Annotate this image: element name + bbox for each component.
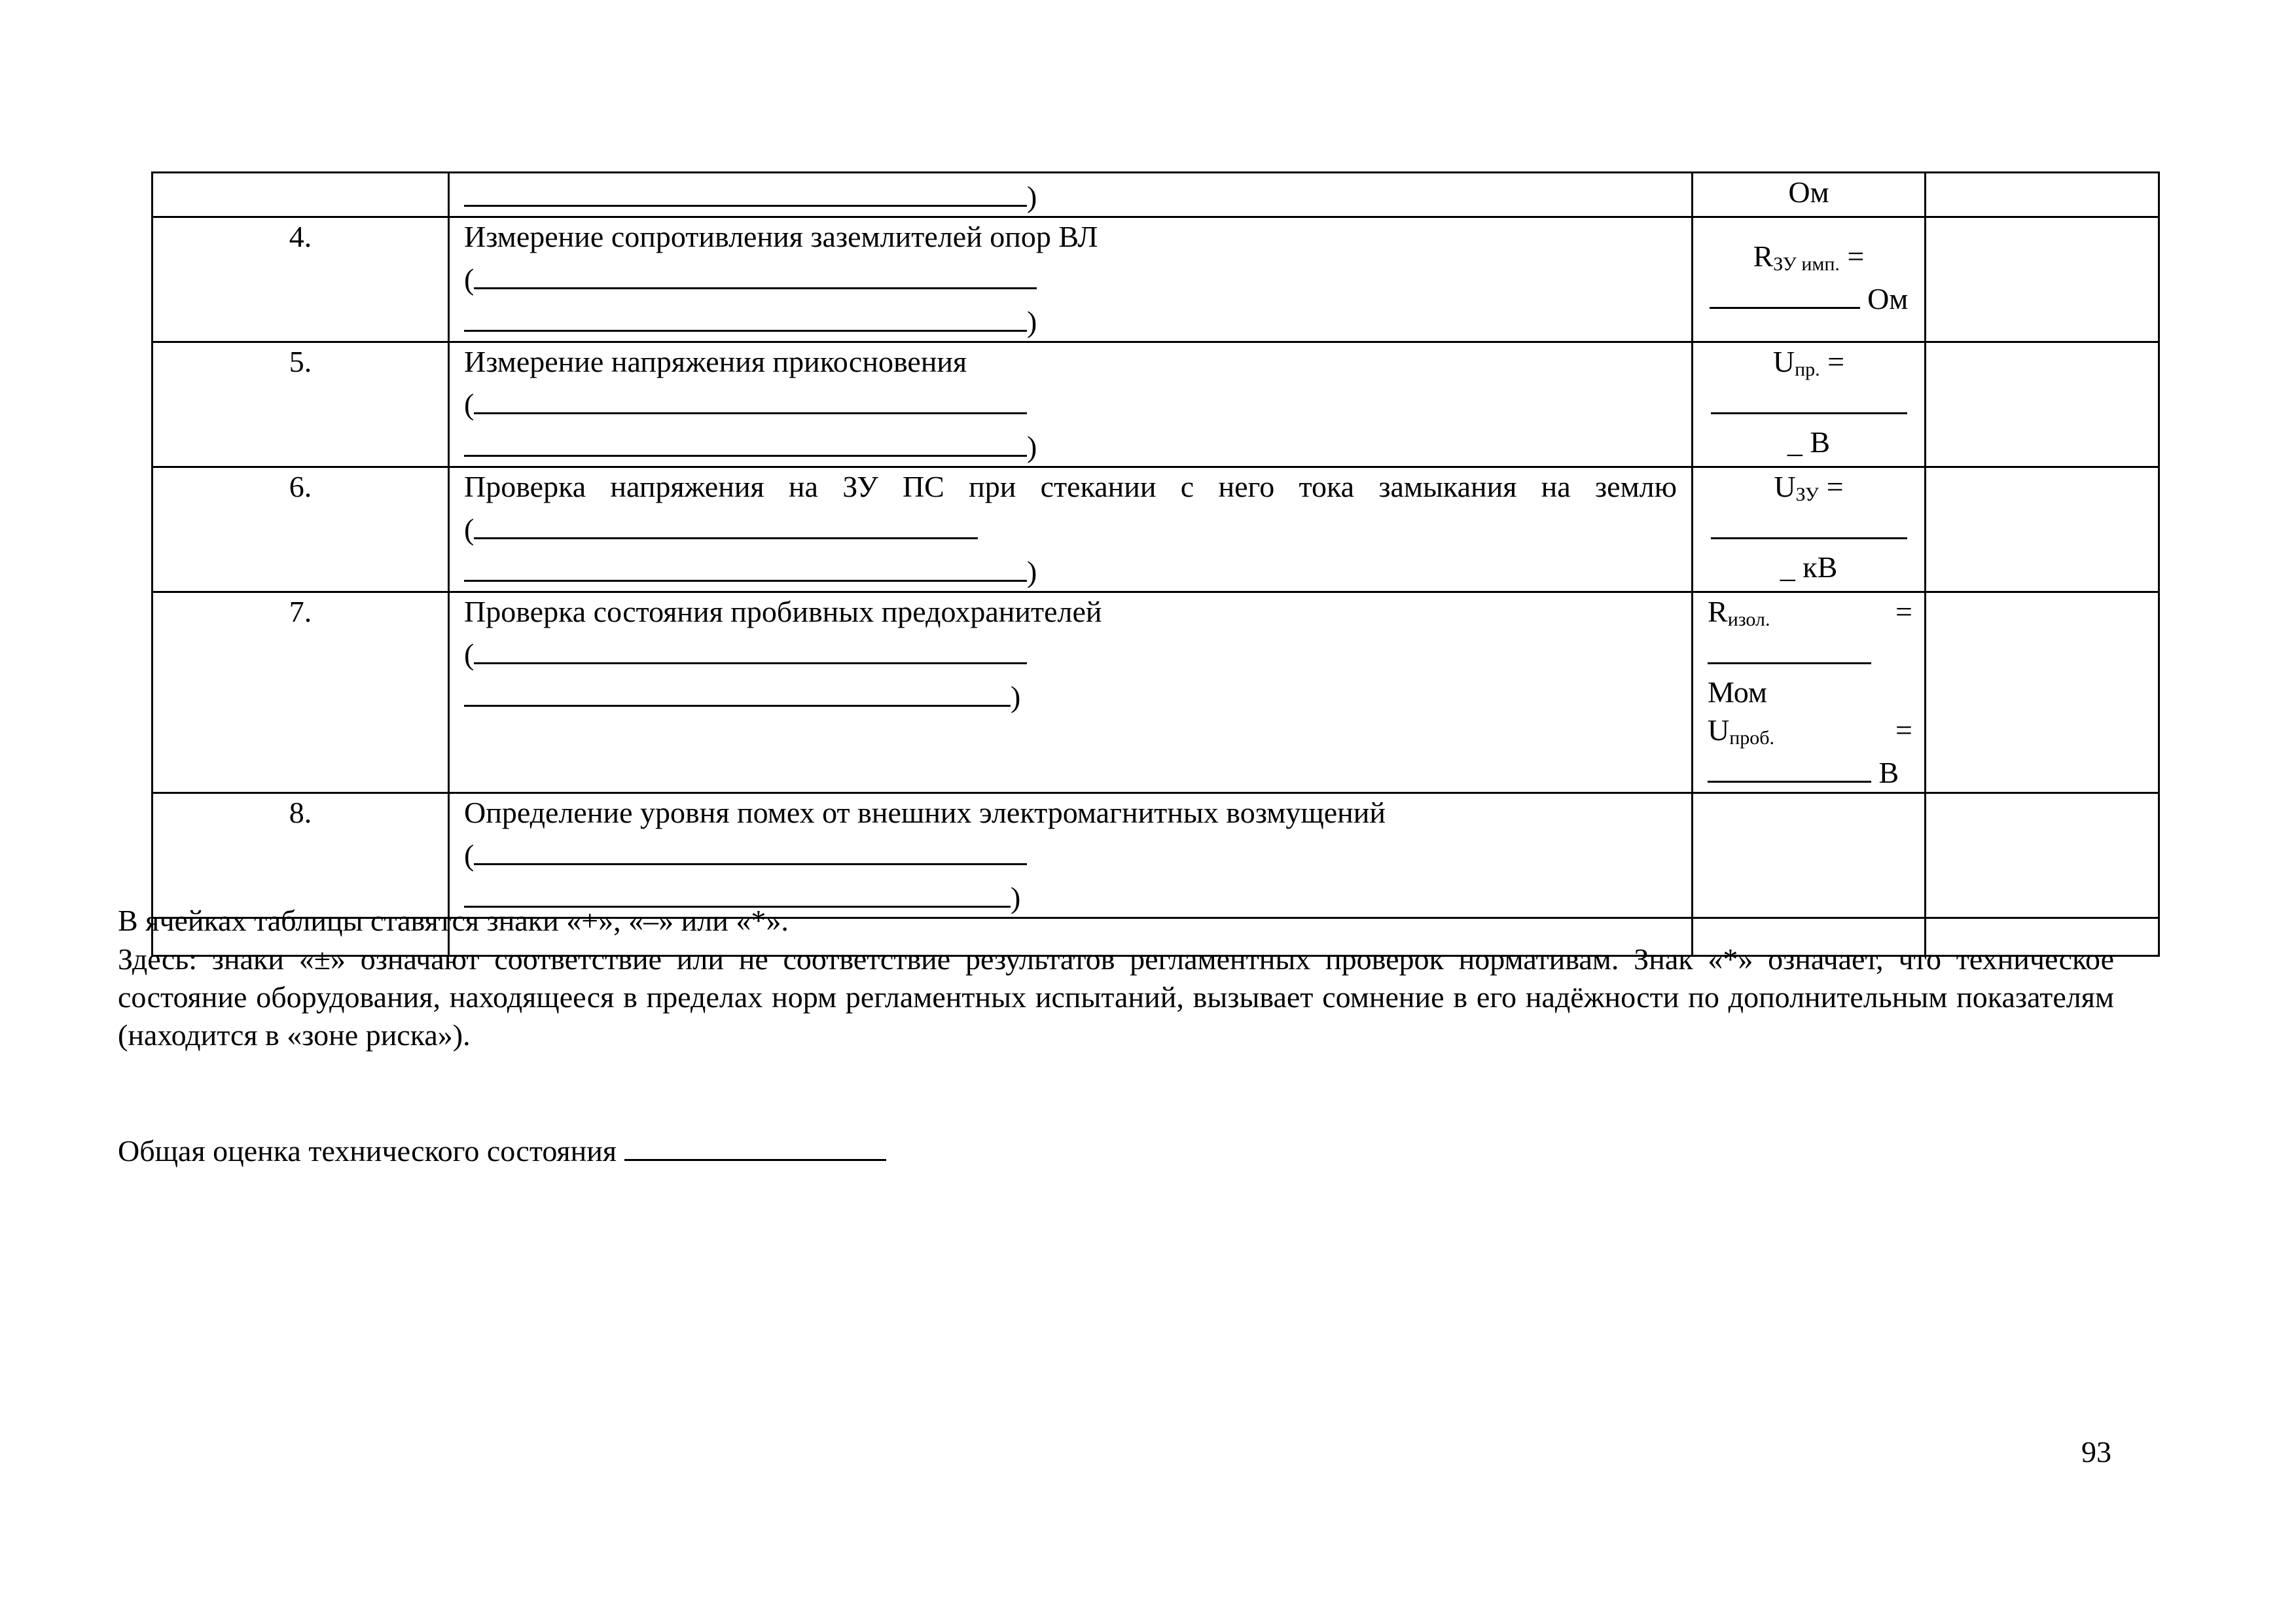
blank-line [474,631,1027,664]
blank-line [464,423,1027,457]
row-description-cell: ) [449,173,1693,217]
row-number-cell: 7. [152,592,449,793]
row-mark-cell [1926,217,2159,342]
blank-line [1710,276,1860,309]
row-title: Измерение сопротивления заземлителей опор ВЛ [464,220,1098,253]
row-number-cell: 8. [152,793,449,918]
table-row [152,592,2159,793]
row-number-cell: 4. [152,217,449,342]
blank-line [1708,631,1871,664]
row-result-cell: $R_{ЗУ имп.}$ = Ом [1693,217,1926,342]
row-result-cell: Ом [1693,173,1926,217]
row-mark-cell [1926,342,2159,467]
row-description-cell: Проверка напряжения на ЗУ ПС при стекании с него тока замыкания на землю ( ) [449,467,1693,592]
row-number-cell: 5. [152,342,449,467]
table-row [152,342,2159,467]
table-note: В ячейках таблицы ставятся знаки «+», «–» или «*». [118,904,789,937]
row-mark-cell [1926,592,2159,793]
blank-line [474,832,1027,865]
row-description-cell: Измерение напряжения прикосновения ( ) [449,342,1693,467]
inspection-table [151,171,2160,957]
row-description-cell: Измерение сопротивления заземлителей опор ВЛ ( ) [449,217,1693,342]
blank-line [474,381,1027,414]
row-mark-cell [1926,173,2159,217]
blank-line [464,548,1027,582]
row-number-cell: 6. [152,467,449,592]
overall-assessment-label: Общая оценка технического состояния [118,1134,617,1168]
row-result-cell [1693,793,1926,918]
row-mark-cell [1926,467,2159,592]
table-row [152,793,2159,918]
row-title: Измерение напряжения прикосновения [464,345,967,378]
table-row [152,217,2159,342]
row-result-cell: $U_{пр.}$ = _ В [1693,342,1926,467]
blank-line [474,256,1037,289]
row-number-cell [152,173,449,217]
overall-assessment-blank [624,1129,886,1161]
row-result-cell: $R_{изол.}$ = Мом $U_{проб.}$ = В [1693,592,1926,793]
blank-line [474,506,978,539]
legend-paragraph: Здесь: знаки «±» означают соответствие или не соответствие результатов регламентных проверок нормативам. Знак «*» означает, что техническое состояние оборудования, находящееся в пределах норм регламентных испытаний, вызывает сомнение в его надёжности по дополнительным показателям (находится в «зоне риска»). [118,942,2114,1052]
row-result-cell: $U_{ЗУ}$ = _ кВ [1693,467,1926,592]
row-title: Проверка состояния пробивных предохранителей [464,595,1102,628]
table-row [152,467,2159,592]
row-title: Проверка напряжения на ЗУ ПС при стекании с него тока замыкания на землю [464,470,1677,503]
blank-line [464,673,1011,707]
blank-line [1711,381,1907,414]
row-description-cell: Проверка состояния пробивных предохранителей ( ) [449,592,1693,793]
blank-line [1708,749,1871,783]
blank-line [464,173,1027,207]
table-row [152,173,2159,217]
row-title: Определение уровня помех от внешних электромагнитных возмущений [464,796,1386,829]
blank-line [1711,506,1907,539]
row-description-cell: Определение уровня помех от внешних электромагнитных возмущений ( ) [449,793,1693,918]
row-mark-cell [1926,793,2159,918]
overall-assessment [118,1129,2114,1170]
page-number: 93 [2081,1435,2111,1469]
blank-line [464,298,1027,332]
